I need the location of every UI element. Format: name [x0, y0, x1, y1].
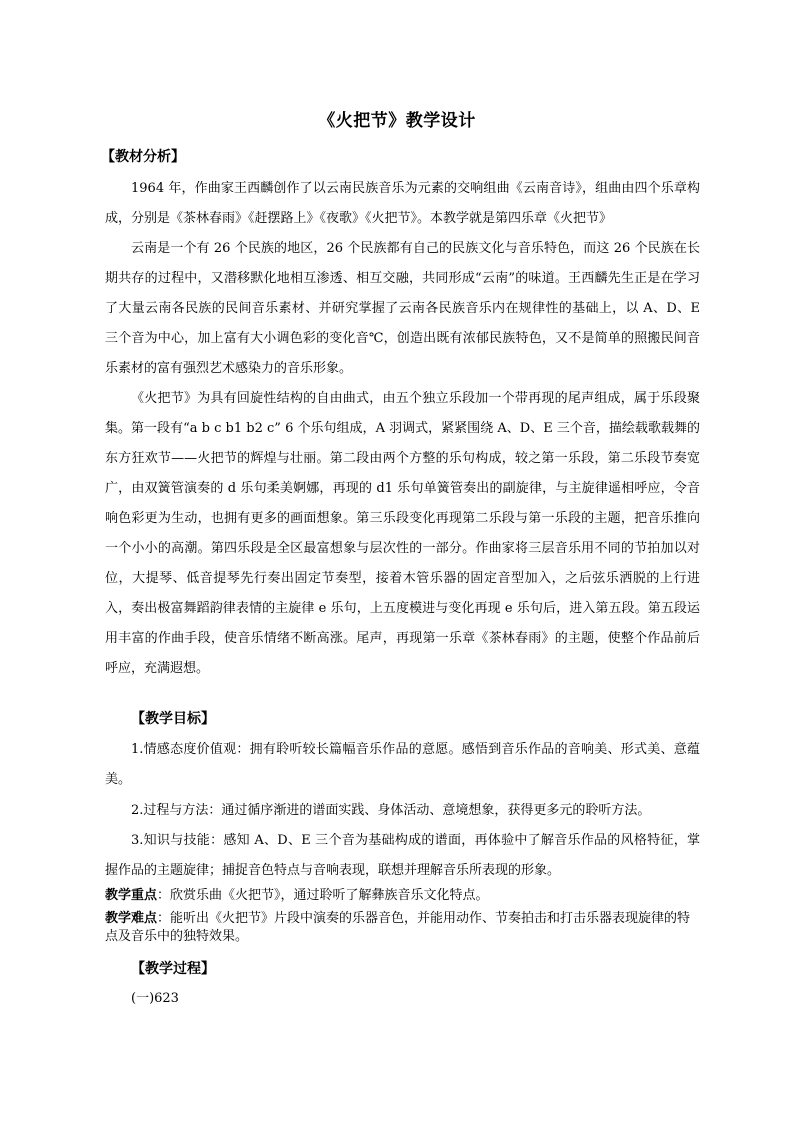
analysis-paragraph-1: 1964 年，作曲家王西麟创作了以云南民族音乐为元素的交响组曲《云南音诗》，组曲由四个乐章构成，分别是《茶林春雨》《赶摆路上》《夜歌》《火把节》。本教学就是第四乐章《火把节》 [105, 181, 700, 226]
goal-item-2: 2.过程与方法：通过循序渐进的谱面实践、身体活动、意境想象，获得更多元的聆听方法。 [131, 803, 651, 818]
section-heading-process: 【教学过程】 [131, 961, 215, 977]
analysis-paragraph-3: 《火把节》为具有回旋性结构的自由曲式，由五个独立乐段加一个带再现的尾声组成，属于乐段聚集。第一段有“a b c b1 b2 c” 6 个乐句组成，A 羽调式，紧紧围绕 A、D、E 三个音，描绘载歌载舞的东方狂欢节——火把节的辉煌与壮丽。第二段由两个方整的乐句构成，较之第一乐段，第二乐段节奏宽广，由双簧管演奏的 d 乐句柔美婀娜，再现的 d1 乐句单簧管奏出的副旋律，与主旋律遥相呼应，令音响色彩更为生动，也拥有更多的画面想象。第三乐段变化再现第二乐段与第一乐段的主题，把音乐推向一个小小的高潮。第四乐段是全区最富想象与层次性的一部分。作曲家将三层音乐用不同的节拍加以对位，大提琴、低音提琴先行奏出固定节奏型，接着木管乐器的固定音型加入，之后弦乐洒脱的上行进入，奏出极富舞蹈韵律表情的主旋律 e 乐句，上五度模进与变化再现 e 乐句后，进入第五段。第五段运用丰富的作曲手段，使音乐情绪不断高涨。尾声，再现第一乐章《茶林春雨》的主题，使整个作品前后呼应，充满遐想。 [105, 391, 700, 676]
difficulty-text: ：能听出《火把节》片段中演奏的乐器音色，并能用动作、节奏拍击和打击乐器表现旋律的特点及音乐中的独特效果。 [105, 911, 691, 944]
key-point-text: ：欣赏乐曲《火把节》，通过聆听了解彝族音乐文化特点。 [157, 888, 489, 903]
key-point [105, 887, 700, 905]
difficulty-point [105, 910, 700, 946]
section-heading-goals: 【教学目标】 [131, 711, 215, 727]
process-step-1: (一)623 [131, 991, 179, 1006]
difficulty-label: 教学难点 [105, 911, 158, 926]
goal-item-1: 1.情感态度价值观：拥有聆听较长篇幅音乐作品的意愿。感悟到音乐作品的音响美、形式美、意蕴美。 [105, 742, 700, 787]
goal-item-3: 3.知识与技能：感知 A、D、E 三个音为基础构成的谱面，再体验中了解音乐作品的风格特征，掌握作品的主题旋律；捕捉音色特点与音响表现，联想并理解音乐所表现的形象。 [105, 833, 700, 878]
key-point-label: 教学重点 [105, 888, 158, 903]
page-title: 《火把节》教学设计 [318, 111, 476, 131]
analysis-paragraph-2: 云南是一个有 26 个民族的地区，26 个民族都有自己的民族文化与音乐特色，而这 26 个民族在长期共存的过程中，又潜移默化地相互渗透、相互交融，共同形成“云南”的味道。王西麟先生正是在学习了大量云南各民族的民间音乐素材、并研究掌握了云南各民族音乐内在规律性的基础上，以 A、D、E 三个音为中心，加上富有大小调色彩的变化音℃，创造出既有浓郁民族特色，又不是简单的照搬民间音乐素材的富有强烈艺术感染力的音乐形象。 [105, 241, 700, 376]
section-heading-analysis: 【教材分析】 [101, 149, 185, 165]
